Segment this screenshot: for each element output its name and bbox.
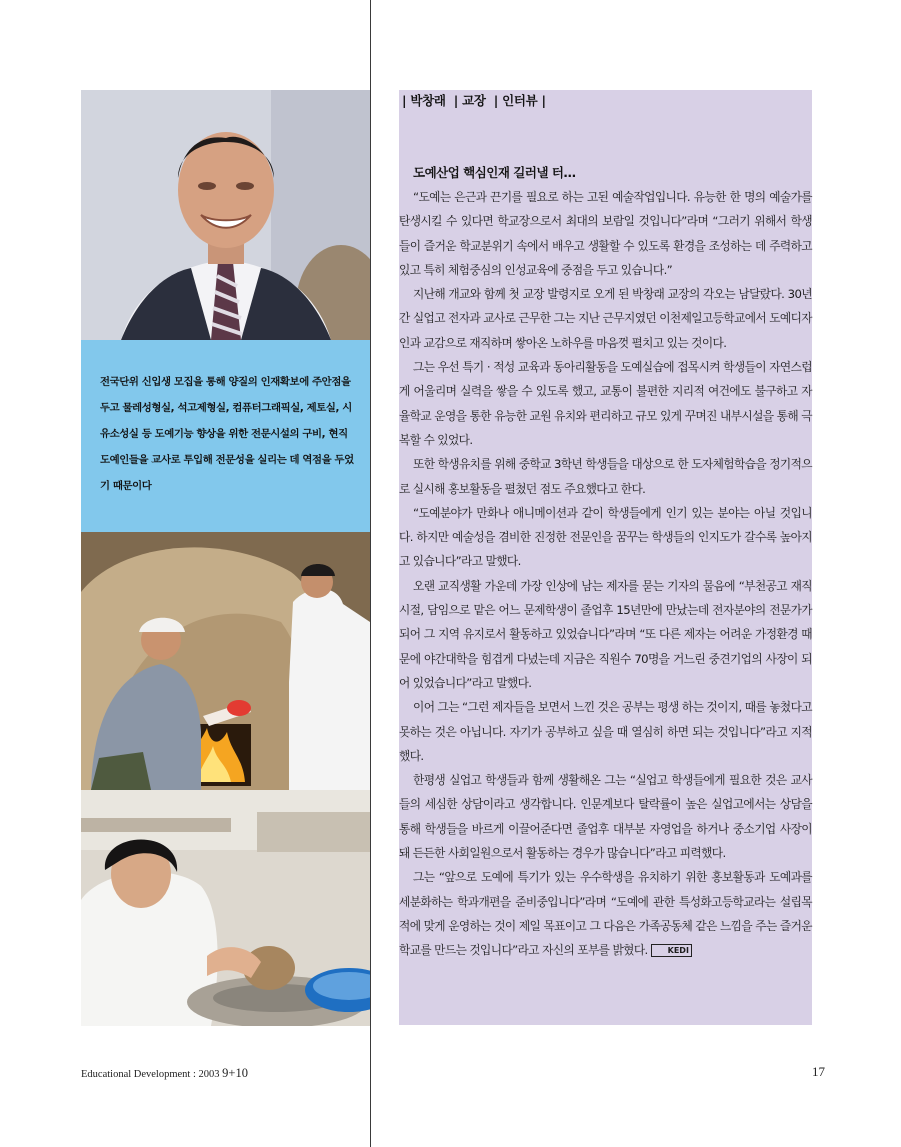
article-paragraph: 그는 우선 특기 · 적성 교육과 동아리활동을 도예실습에 접목시켜 학생들이 자연스럽게 어울리며 실력을 쌓을 수 있도록 했고, 교통이 불편한 지리적 여건에도 불구하고 자율학교 운영을 통한 유능한 교원 유치와 편리하고 규모 있게 꾸며진 내부시설을 통해 극복할 수 있었다. (399, 360, 812, 447)
article-paragraph: 지난해 개교와 함께 첫 교장 발령지로 오게 된 박창래 교장의 각오는 남달랐다. 30년간 실업고 전자과 교사로 근무한 그는 지난 근무지였던 이천제일고등학교에서 도예디자인과 교감으로 재직하며 쌓아온 노하우를 마음껏 펼치고 있는 것이다. (399, 287, 812, 350)
principal-portrait-photo (81, 90, 370, 340)
kiln-illustration (81, 532, 370, 790)
journal-name: Educational Development : 2003 (81, 1069, 220, 1080)
column-divider (370, 0, 371, 1147)
photo-caption: 전국단위 신입생 모집을 통해 양질의 인재확보에 주안점을 두고 물레성형실, 석고제형실, 컴퓨터그래픽실, 제토실, 시유소성실 등 도예기능 향상을 위한 전문시설의 구비, 현직 도예인들을 교사로 투입해 전문성을 실리는 데 역점을 두었기 때문이다 (100, 376, 354, 492)
portrait-illustration (81, 90, 370, 340)
article-header: | 박창래 | 교장 | 인터뷰 | (402, 93, 546, 108)
issue-number: 9+10 (222, 1066, 248, 1080)
kedi-end-mark: KEDI (651, 944, 692, 957)
article-paragraph-last (399, 865, 812, 962)
article-paragraph: 오랜 교직생활 가운데 가장 인상에 남는 제자를 묻는 기자의 물음에 “부천공고 재직시절, 담임으로 맡은 어느 문제학생이 졸업후 15년만에 만났는데 전자분야의 전문가가 되어 그 지역 유지로서 활동하고 있었습니다”라며 “또 다른 제자는 어려운 가정환경 때문에 야간대학을 힘겹게 다녔는데 지금은 직원수 70명을 거느린 중견기업의 사장이 되어 있었습니다”라고 말했다. (399, 578, 812, 690)
interviewee-name: 박창래 (410, 93, 446, 108)
article-paragraph: 이어 그는 “그런 제자들을 보면서 느낀 것은 공부는 평생 하는 것이지, 때를 놓쳤다고 못하는 것은 아닙니다. 자기가 공부하고 싶을 때 열심히 하면 되는 것입니다”라고 지적했다. (399, 700, 812, 763)
article-paragraph: 또한 학생유치를 위해 중학교 3학년 학생들을 대상으로 한 도자체험학습을 정기적으로 실시해 홍보활동을 펼쳤던 점도 주요했다고 한다. (399, 457, 812, 496)
article-paragraph: “도예는 은근과 끈기를 필요로 하는 고된 예술작업입니다. 유능한 한 명의 예술가를 탄생시킬 수 있다면 학교장으로서 최대의 보람일 것입니다”라며 “그러기 위해서 학생들이 즐거운 학교분위기 속에서 배우고 생활할 수 있도록 환경을 조성하는 데 주력하고 있고 특히 체험중심의 인성교육에 중점을 두고 있습니다.” (399, 190, 812, 277)
article-paragraph-last-text: 그는 “앞으로 도예에 특기가 있는 우수학생을 유치하기 위한 홍보활동과 도예과를 세분화하는 학과개편을 준비중입니다”라며 “도예에 관한 특성화고등학교라는 설립목적에 맞게 운영하는 것이 제일 목표이고 그 다음은 가족공동체 같은 느낌을 주는 즐거운 학교를 만드는 것입니다”라고 자신의 포부를 밝혔다. (399, 870, 812, 958)
journal-footer (81, 1066, 248, 1081)
article-paragraph: 한평생 실업고 학생들과 함께 생활해온 그는 “실업고 학생들에게 필요한 것은 교사들의 세심한 상담이라고 생각합니다. 인문계보다 탈락률이 높은 실업고에서는 상담을 통해 학생들을 바르게 이끌어준다면 졸업후 대부분 자영업을 하거나 중소기업 사장이 돼 든든한 사회일원으로서 활동하는 경우가 많습니다”라고 피력했다. (399, 773, 812, 861)
section-label: 인터뷰 (502, 93, 538, 108)
page-number: 17 (812, 1064, 825, 1079)
kiln-firing-photo (81, 532, 370, 790)
article-paragraph: “도예분야가 만화나 애니메이션과 같이 학생들에게 인기 있는 분야는 아닐 것입니다. 하지만 예술성을 겸비한 진정한 전문인을 꿈꾸는 학생들의 인지도가 갈수록 높아지고 있습니다”라고 말했다. (399, 505, 812, 569)
pottery-illustration (81, 790, 370, 1026)
article-subhead: 도예산업 핵심인재 길러낼 터… (413, 165, 576, 180)
interviewee-position: 교장 (462, 93, 486, 108)
pottery-wheel-photo (81, 790, 370, 1026)
article-body (399, 185, 812, 963)
